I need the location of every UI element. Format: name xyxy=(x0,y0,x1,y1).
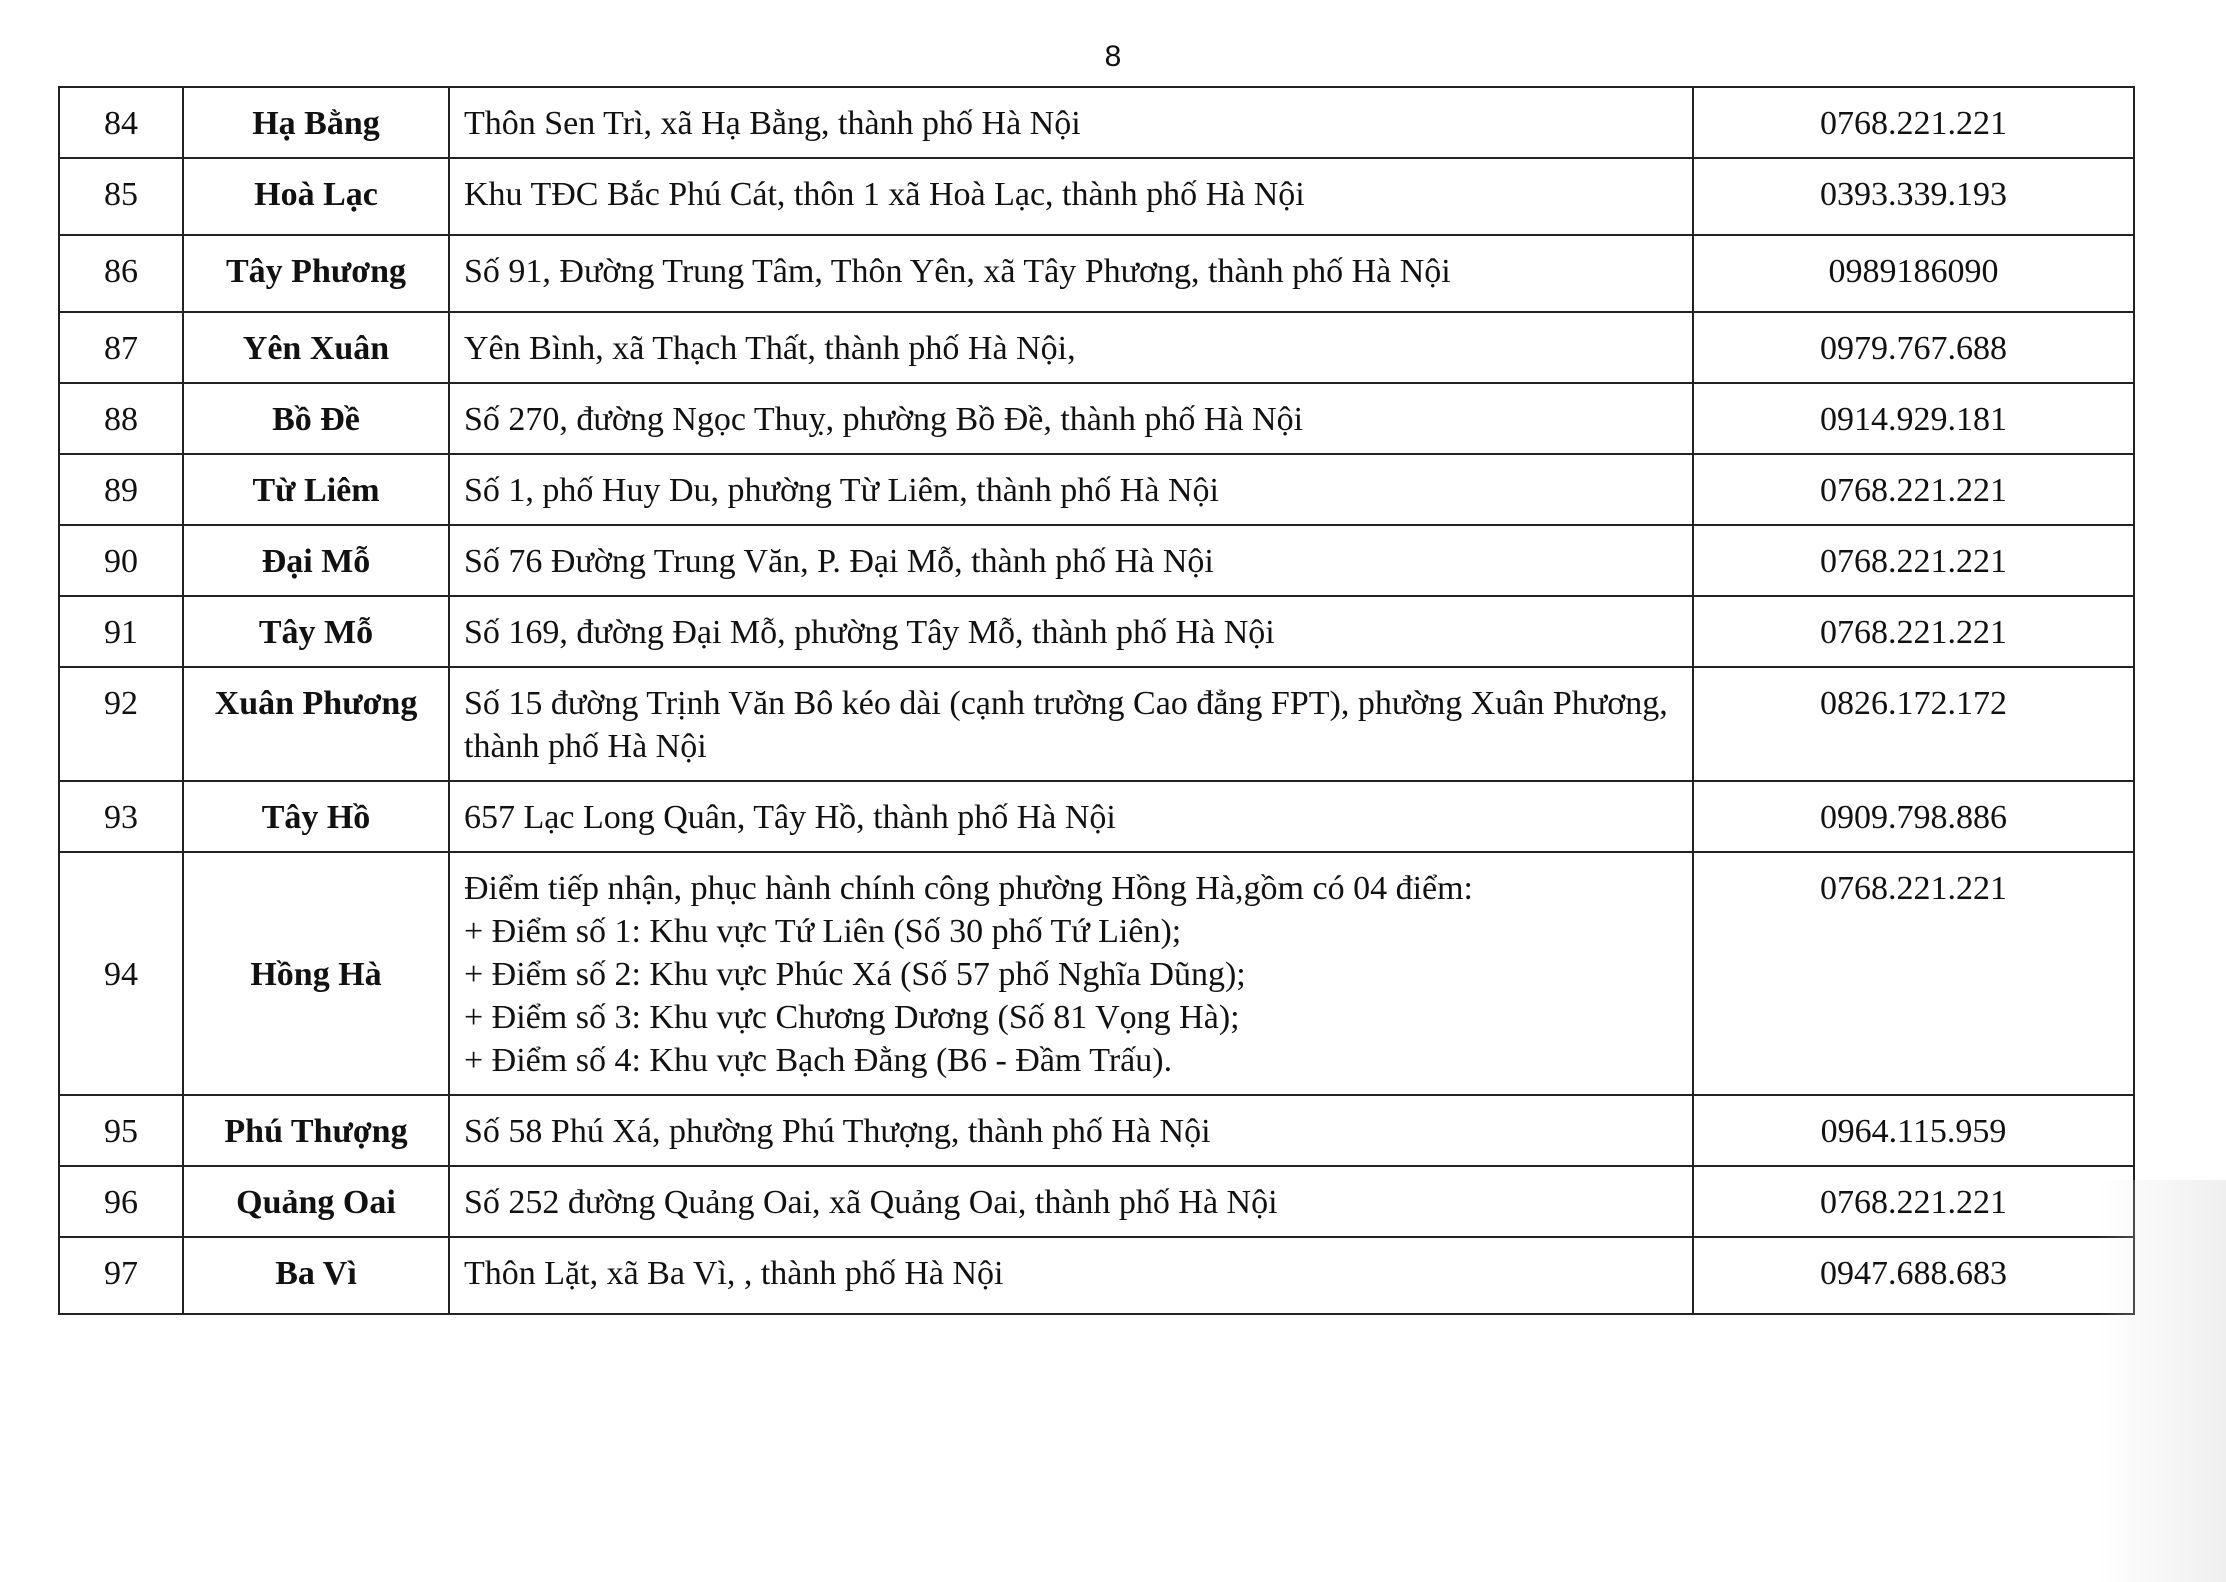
address-line: Số 15 đường Trịnh Văn Bô kéo dài (cạnh trường Cao đẳng FPT), phường Xuân Phương, thành phố Hà Nội xyxy=(464,685,1668,765)
row-number: 95 xyxy=(59,1095,183,1166)
row-number: 94 xyxy=(59,852,183,1095)
page-number: 8 xyxy=(1104,40,1122,73)
address-cell xyxy=(449,454,1693,525)
phone-number: 0947.688.683 xyxy=(1693,1237,2134,1314)
address-line: Điểm tiếp nhận, phục hành chính công phường Hồng Hà,gồm có 04 điểm: xyxy=(464,870,1473,907)
table-row xyxy=(59,525,2134,596)
address-cell xyxy=(449,596,1693,667)
ward-name: Quảng Oai xyxy=(183,1166,449,1237)
address-line: Yên Bình, xã Thạch Thất, thành phố Hà Nội, xyxy=(464,330,1076,367)
ward-name: Từ Liêm xyxy=(183,454,449,525)
ward-name: Ba Vì xyxy=(183,1237,449,1314)
address-line: Số 58 Phú Xá, phường Phú Thượng, thành phố Hà Nội xyxy=(464,1113,1211,1150)
phone-number: 0989186090 xyxy=(1693,235,2134,312)
phone-number: 0768.221.221 xyxy=(1693,454,2134,525)
table-row xyxy=(59,1166,2134,1237)
row-number: 92 xyxy=(59,667,183,781)
address-line: + Điểm số 2: Khu vực Phúc Xá (Số 57 phố Nghĩa Dũng); xyxy=(464,956,1246,993)
phone-number: 0768.221.221 xyxy=(1693,525,2134,596)
table-row xyxy=(59,596,2134,667)
address-line: Thôn Lặt, xã Ba Vì, , thành phố Hà Nội xyxy=(464,1255,1004,1292)
address-line: + Điểm số 4: Khu vực Bạch Đằng (B6 - Đầm Trấu). xyxy=(464,1042,1173,1079)
row-number: 87 xyxy=(59,312,183,383)
address-line: Số 270, đường Ngọc Thuỵ, phường Bồ Đề, thành phố Hà Nội xyxy=(464,401,1304,438)
address-cell xyxy=(449,1166,1693,1237)
phone-number: 0914.929.181 xyxy=(1693,383,2134,454)
address-cell xyxy=(449,525,1693,596)
row-number: 93 xyxy=(59,781,183,852)
row-number: 90 xyxy=(59,525,183,596)
ward-name: Tây Mỗ xyxy=(183,596,449,667)
table-row xyxy=(59,781,2134,852)
ward-name: Bồ Đề xyxy=(183,383,449,454)
address-cell xyxy=(449,852,1693,1095)
address-line: Số 252 đường Quảng Oai, xã Quảng Oai, thành phố Hà Nội xyxy=(464,1184,1278,1221)
address-cell xyxy=(449,1095,1693,1166)
address-line: Số 1, phố Huy Du, phường Từ Liêm, thành phố Hà Nội xyxy=(464,472,1219,509)
address-line: 657 Lạc Long Quân, Tây Hồ, thành phố Hà Nội xyxy=(464,799,1116,836)
address-cell xyxy=(449,235,1693,312)
address-line: Số 76 Đường Trung Văn, P. Đại Mỗ, thành phố Hà Nội xyxy=(464,543,1214,580)
table-row xyxy=(59,1237,2134,1314)
address-cell xyxy=(449,312,1693,383)
table-row xyxy=(59,87,2134,158)
ward-name: Tây Phương xyxy=(183,235,449,312)
address-line: + Điểm số 1: Khu vực Tứ Liên (Số 30 phố Tứ Liên); xyxy=(464,913,1182,950)
phone-number: 0768.221.221 xyxy=(1693,1166,2134,1237)
phone-number: 0979.767.688 xyxy=(1693,312,2134,383)
row-number: 84 xyxy=(59,87,183,158)
ward-name: Đại Mỗ xyxy=(183,525,449,596)
address-line: + Điểm số 3: Khu vực Chương Dương (Số 81 Vọng Hà); xyxy=(464,999,1240,1036)
ward-name: Tây Hồ xyxy=(183,781,449,852)
table-row xyxy=(59,312,2134,383)
phone-number: 0393.339.193 xyxy=(1693,158,2134,235)
table-row xyxy=(59,1095,2134,1166)
phone-number: 0909.798.886 xyxy=(1693,781,2134,852)
table-row xyxy=(59,852,2134,1095)
row-number: 88 xyxy=(59,383,183,454)
ward-name: Phú Thượng xyxy=(183,1095,449,1166)
address-line: Khu TĐC Bắc Phú Cát, thôn 1 xã Hoà Lạc, thành phố Hà Nội xyxy=(464,176,1305,213)
address-cell xyxy=(449,1237,1693,1314)
phone-number: 0768.221.221 xyxy=(1693,596,2134,667)
ward-name: Hoà Lạc xyxy=(183,158,449,235)
row-number: 85 xyxy=(59,158,183,235)
ward-name: Xuân Phương xyxy=(183,667,449,781)
ward-name: Hồng Hà xyxy=(183,852,449,1095)
address-line: Thôn Sen Trì, xã Hạ Bằng, thành phố Hà Nội xyxy=(464,105,1081,142)
address-line: Số 91, Đường Trung Tâm, Thôn Yên, xã Tây Phương, thành phố Hà Nội xyxy=(464,253,1451,290)
row-number: 96 xyxy=(59,1166,183,1237)
address-cell xyxy=(449,87,1693,158)
phone-number: 0768.221.221 xyxy=(1693,87,2134,158)
row-number: 89 xyxy=(59,454,183,525)
table-row xyxy=(59,667,2134,781)
row-number: 97 xyxy=(59,1237,183,1314)
table-row xyxy=(59,158,2134,235)
ward-name: Yên Xuân xyxy=(183,312,449,383)
address-cell xyxy=(449,158,1693,235)
table-row xyxy=(59,454,2134,525)
address-cell xyxy=(449,667,1693,781)
page-shadow xyxy=(2096,1180,2226,1582)
table-row xyxy=(59,235,2134,312)
address-line: Số 169, đường Đại Mỗ, phường Tây Mỗ, thành phố Hà Nội xyxy=(464,614,1275,651)
table-body xyxy=(59,87,2134,1314)
phone-number: 0768.221.221 xyxy=(1693,852,2134,1095)
phone-number: 0826.172.172 xyxy=(1693,667,2134,781)
table-row xyxy=(59,383,2134,454)
address-cell xyxy=(449,781,1693,852)
phone-number: 0964.115.959 xyxy=(1693,1095,2134,1166)
ward-name: Hạ Bằng xyxy=(183,87,449,158)
row-number: 86 xyxy=(59,235,183,312)
address-cell xyxy=(449,383,1693,454)
locations-table xyxy=(58,86,2135,1315)
row-number: 91 xyxy=(59,596,183,667)
